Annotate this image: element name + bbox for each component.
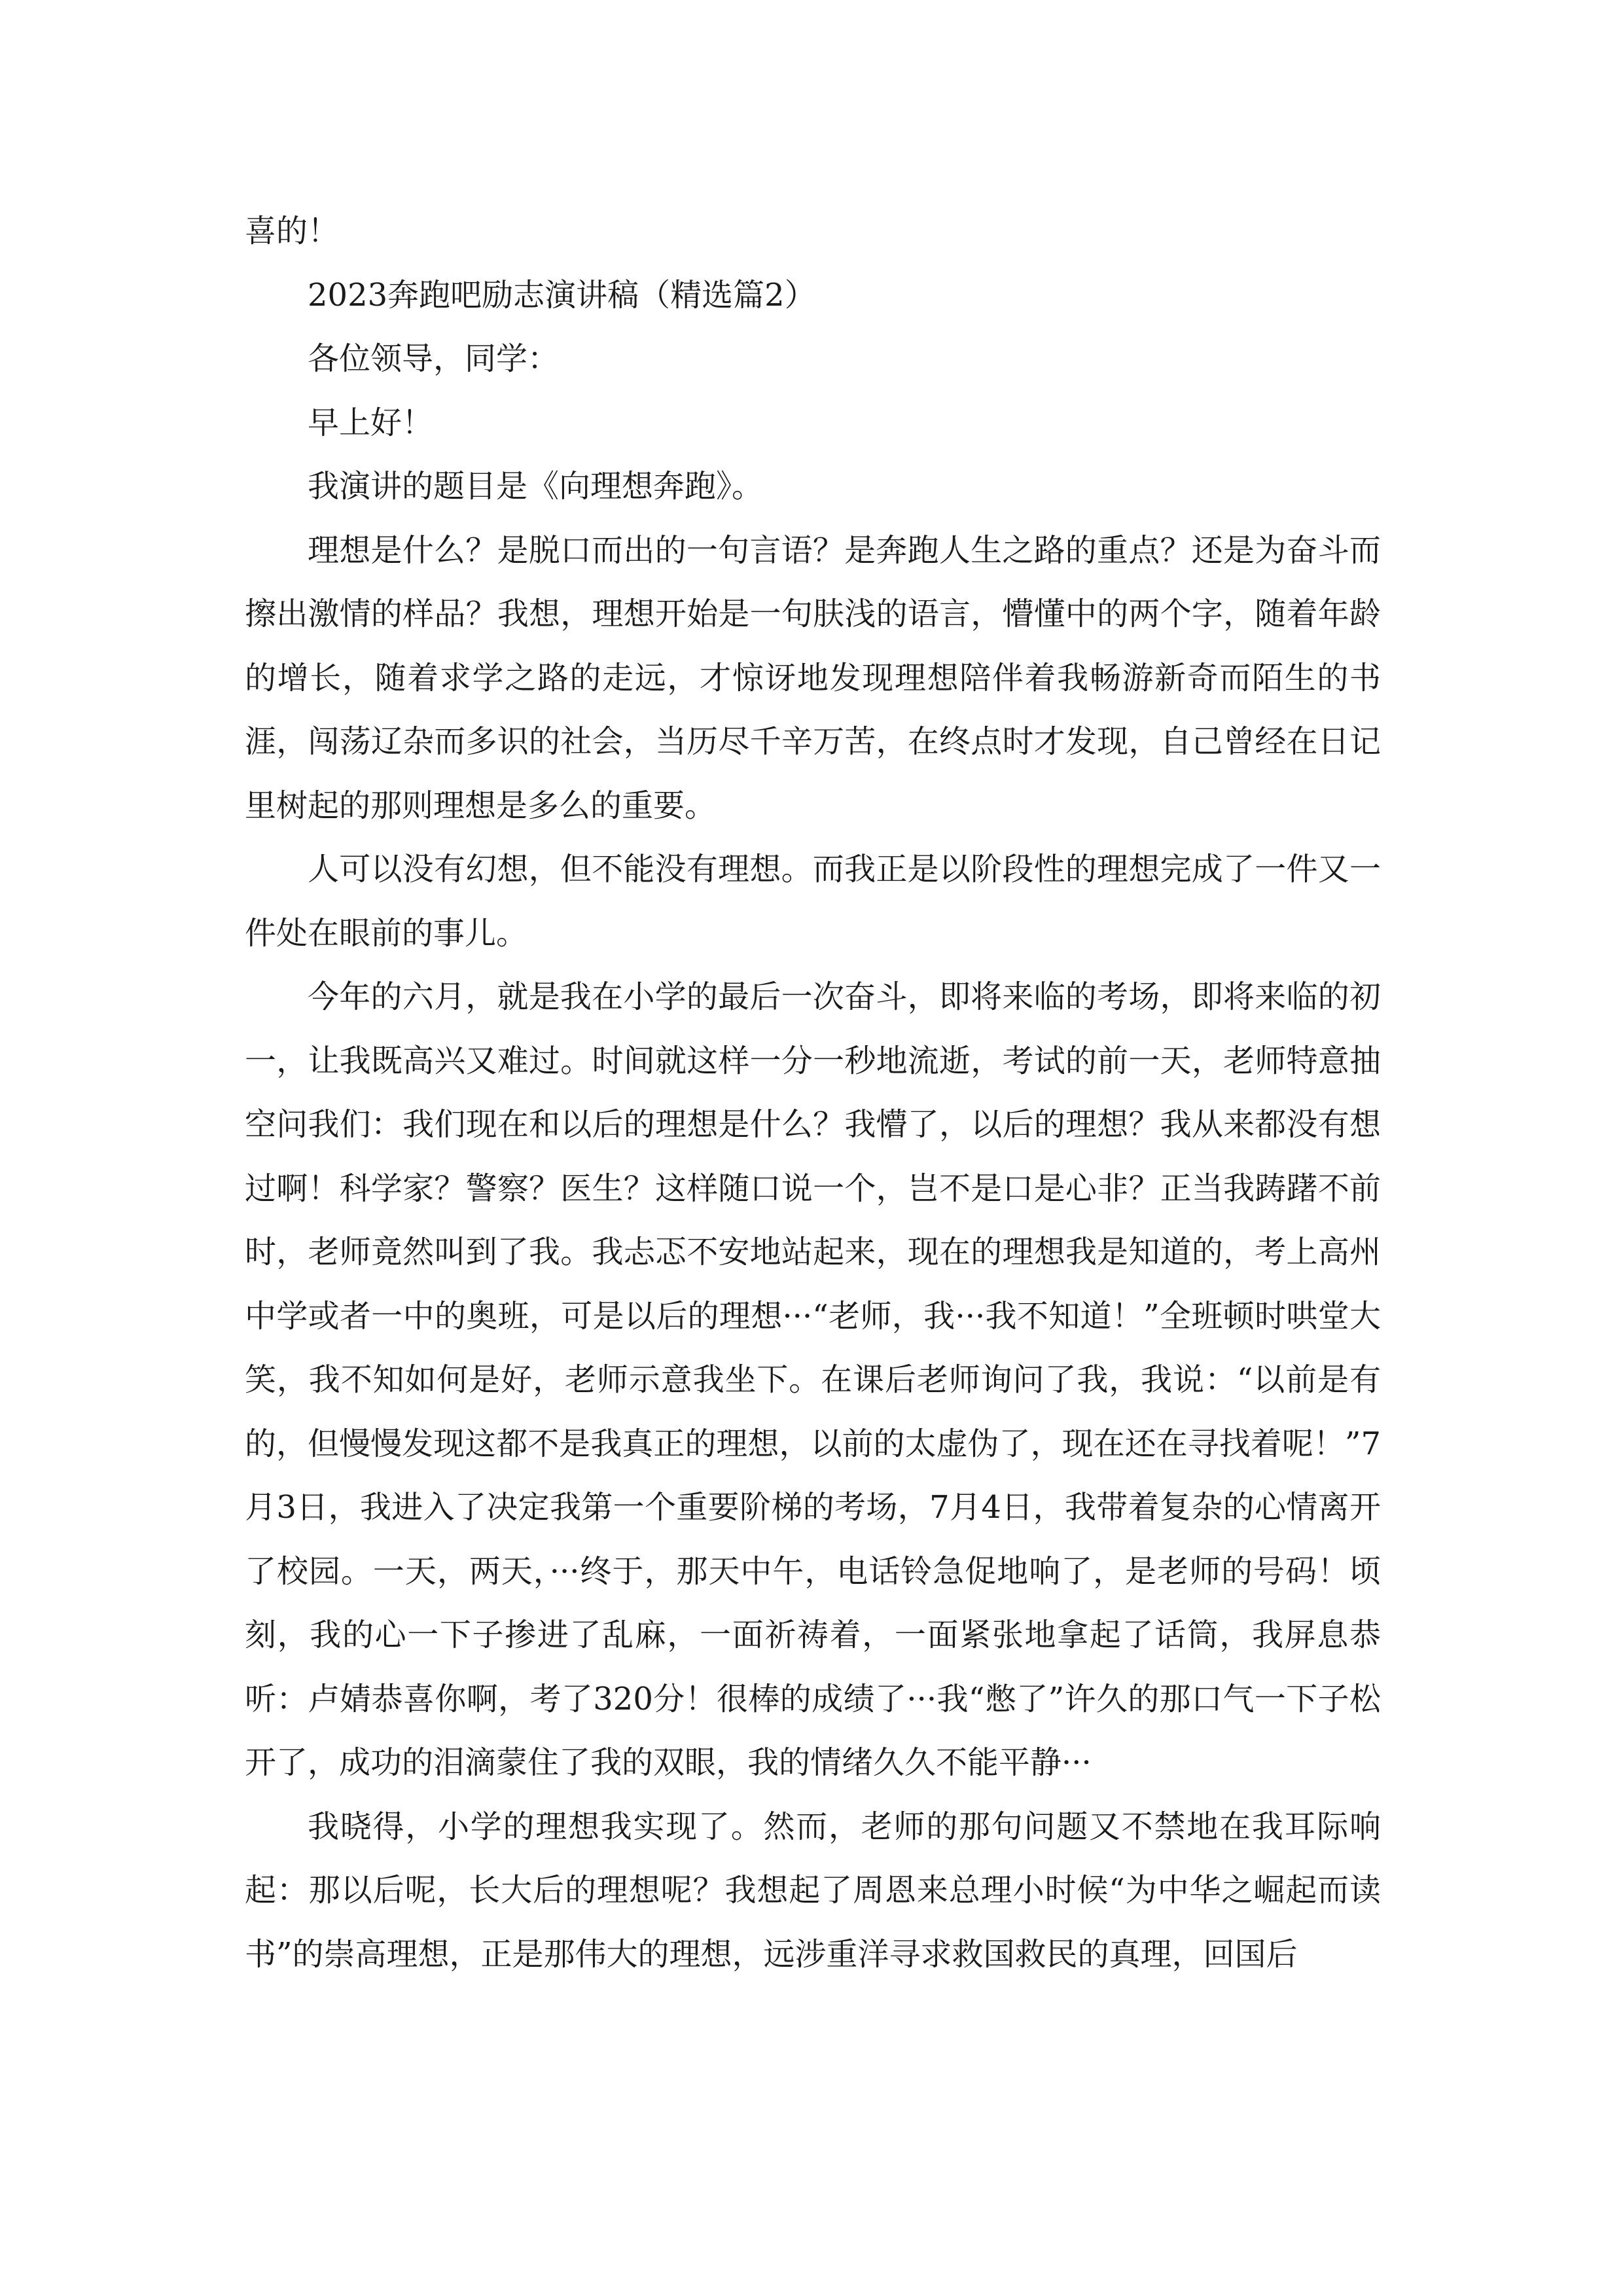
paragraph: 今年的六月，就是我在小学的最后一次奋斗，即将来临的考场，即将来临的初一，让我既高兴又难过。时间就这样一分一秒地流逝，考试的前一天，老师特意抽空问我们：我们现在和以后的理想是什么？我懵了，以后的理想？我从来都没有想过啊！科学家？警察？医生？这样随口说一个，岂不是口是心非？正当我踌躇不前时，老师竟然叫到了我。我忐忑不安地站起来，现在的理想我是知道的，考上高州中学或者一中的奥班，可是以后的理想···“老师，我···我不知道！”全班顿时哄堂大笑，我不知如何是好，老师示意我坐下。在课后老师询问了我，我说：“以前是有的，但慢慢发现这都不是我真正的理想，以前的太虚伪了，现在还在寻找着呢！”7月3日，我进入了决定我第一个重要阶梯的考场，7月4日，我带着复杂的心情离开了校园。一天，两天，···终于，那天中午，电话铃急促地响了，是老师的号码！顷刻，我的心一下子掺进了乱麻，一面祈祷着，一面紧张地拿起了话筒，我屏息恭听：卢婧恭喜你啊，考了320分！很棒的成绩了···我“憋了”许久的那口气一下子松开了，成功的泪滴蒙住了我的双眼，我的情绪久久不能平静···: [245, 978, 1381, 1781]
greeting: 早上好！: [308, 404, 434, 441]
paragraph: 人可以没有幻想，但不能没有理想。而我正是以阶段性的理想完成了一件又一件处在眼前的事儿。: [245, 851, 1381, 952]
section-heading: 2023奔跑吧励志演讲稿（精选篇2）: [308, 276, 816, 314]
document-body: [245, 200, 1381, 1986]
paragraph-continuation: 喜的！: [245, 213, 340, 249]
salutation: 各位领导，同学：: [308, 340, 560, 377]
paragraph: 理想是什么？是脱口而出的一句言语？是奔跑人生之路的重点？还是为奋斗而擦出激情的样品？我想，理想开始是一句肤浅的语言，懵懂中的两个字，随着年龄的增长，随着求学之路的走远，才惊讶地发现理想陪伴着我畅游新奇而陌生的书涯，闯荡辽杂而多识的社会，当历尽千辛万苦，在终点时才发现，自己曾经在日记里树起的那则理想是多么的重要。: [245, 531, 1381, 824]
speech-title-line: 我演讲的题目是《向理想奔跑》。: [308, 468, 764, 505]
paragraph: 我晓得，小学的理想我实现了。然而，老师的那句问题又不禁地在我耳际响起：那以后呢，长大后的理想呢？我想起了周恩来总理小时候“为中华之崛起而读书”的崇高理想，正是那伟大的理想，远涉重洋寻求救国救民的真理，回国后: [245, 1808, 1381, 1973]
